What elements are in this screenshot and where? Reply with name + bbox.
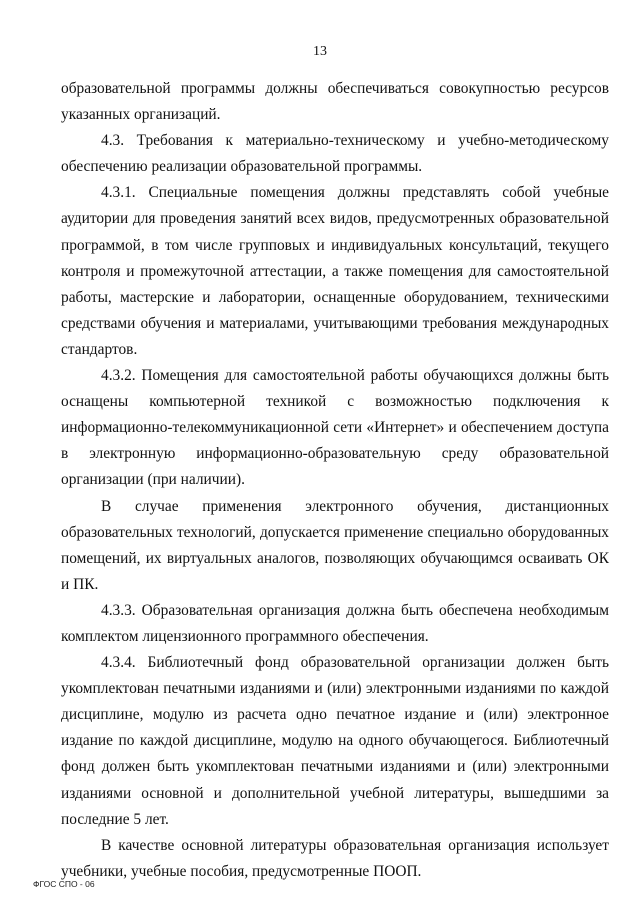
- body-text: [61, 76, 609, 885]
- document-footer: ФГОС СПО - 06: [33, 879, 95, 889]
- paragraph-4-3: 4.3. Требования к материально-техническому и учебно-методическому обеспечению реализации образовательной программы.: [61, 132, 609, 176]
- paragraph-4-3-1: 4.3.1. Специальные помещения должны представлять собой учебные аудитории для проведения занятий всех видов, предусмотренных образовательной программой, в том числе групповых и индивидуальных консультаций, текущего контроля и промежуточной аттестации, а также помещения для самостоятельной работы, мастерские и лаборатории, оснащенные оборудованием, техническими средствами обучения и материалами, учитывающими требования международных стандартов.: [61, 184, 609, 358]
- paragraph-main-literature: В качестве основной литературы образовательная организация использует учебники, учебные пособия, предусмотренные ПООП.: [61, 836, 609, 880]
- paragraph-4-3-3: 4.3.3. Образовательная организация должна быть обеспечена необходимым комплектом лицензионного программного обеспечения.: [61, 601, 609, 645]
- paragraph-4-3-4: 4.3.4. Библиотечный фонд образовательной организации должен быть укомплектован печатными изданиями и (или) электронными изданиями по каждой дисциплине, модулю из расчета одно печатное издание и (или) электронное издание по каждой дисциплине, модулю на одного обучающегося. Библиотечный фонд должен быть укомплектован печатными изданиями и (или) электронными изданиями основной и дополнительной учебной литературы, вышедшими за последние 5 лет.: [61, 654, 609, 828]
- paragraph-e-learning: В случае применения электронного обучения, дистанционных образовательных технологий, допускается применение специально оборудованных помещений, их виртуальных аналогов, позволяющих обучающимся осваивать ОК и ПК.: [61, 497, 609, 593]
- paragraph-4-3-2: 4.3.2. Помещения для самостоятельной работы обучающихся должны быть оснащены компьютерной техникой с возможностью подключения к информационно-телекоммуникационной сети «Интернет» и обеспечением доступа в электронную информационно-образовательную среду образовательной организации (при наличии).: [61, 367, 609, 489]
- page-number: 13: [313, 44, 327, 59]
- paragraph-continuation: образовательной программы должны обеспечиваться совокупностью ресурсов указанных организаций.: [61, 80, 609, 124]
